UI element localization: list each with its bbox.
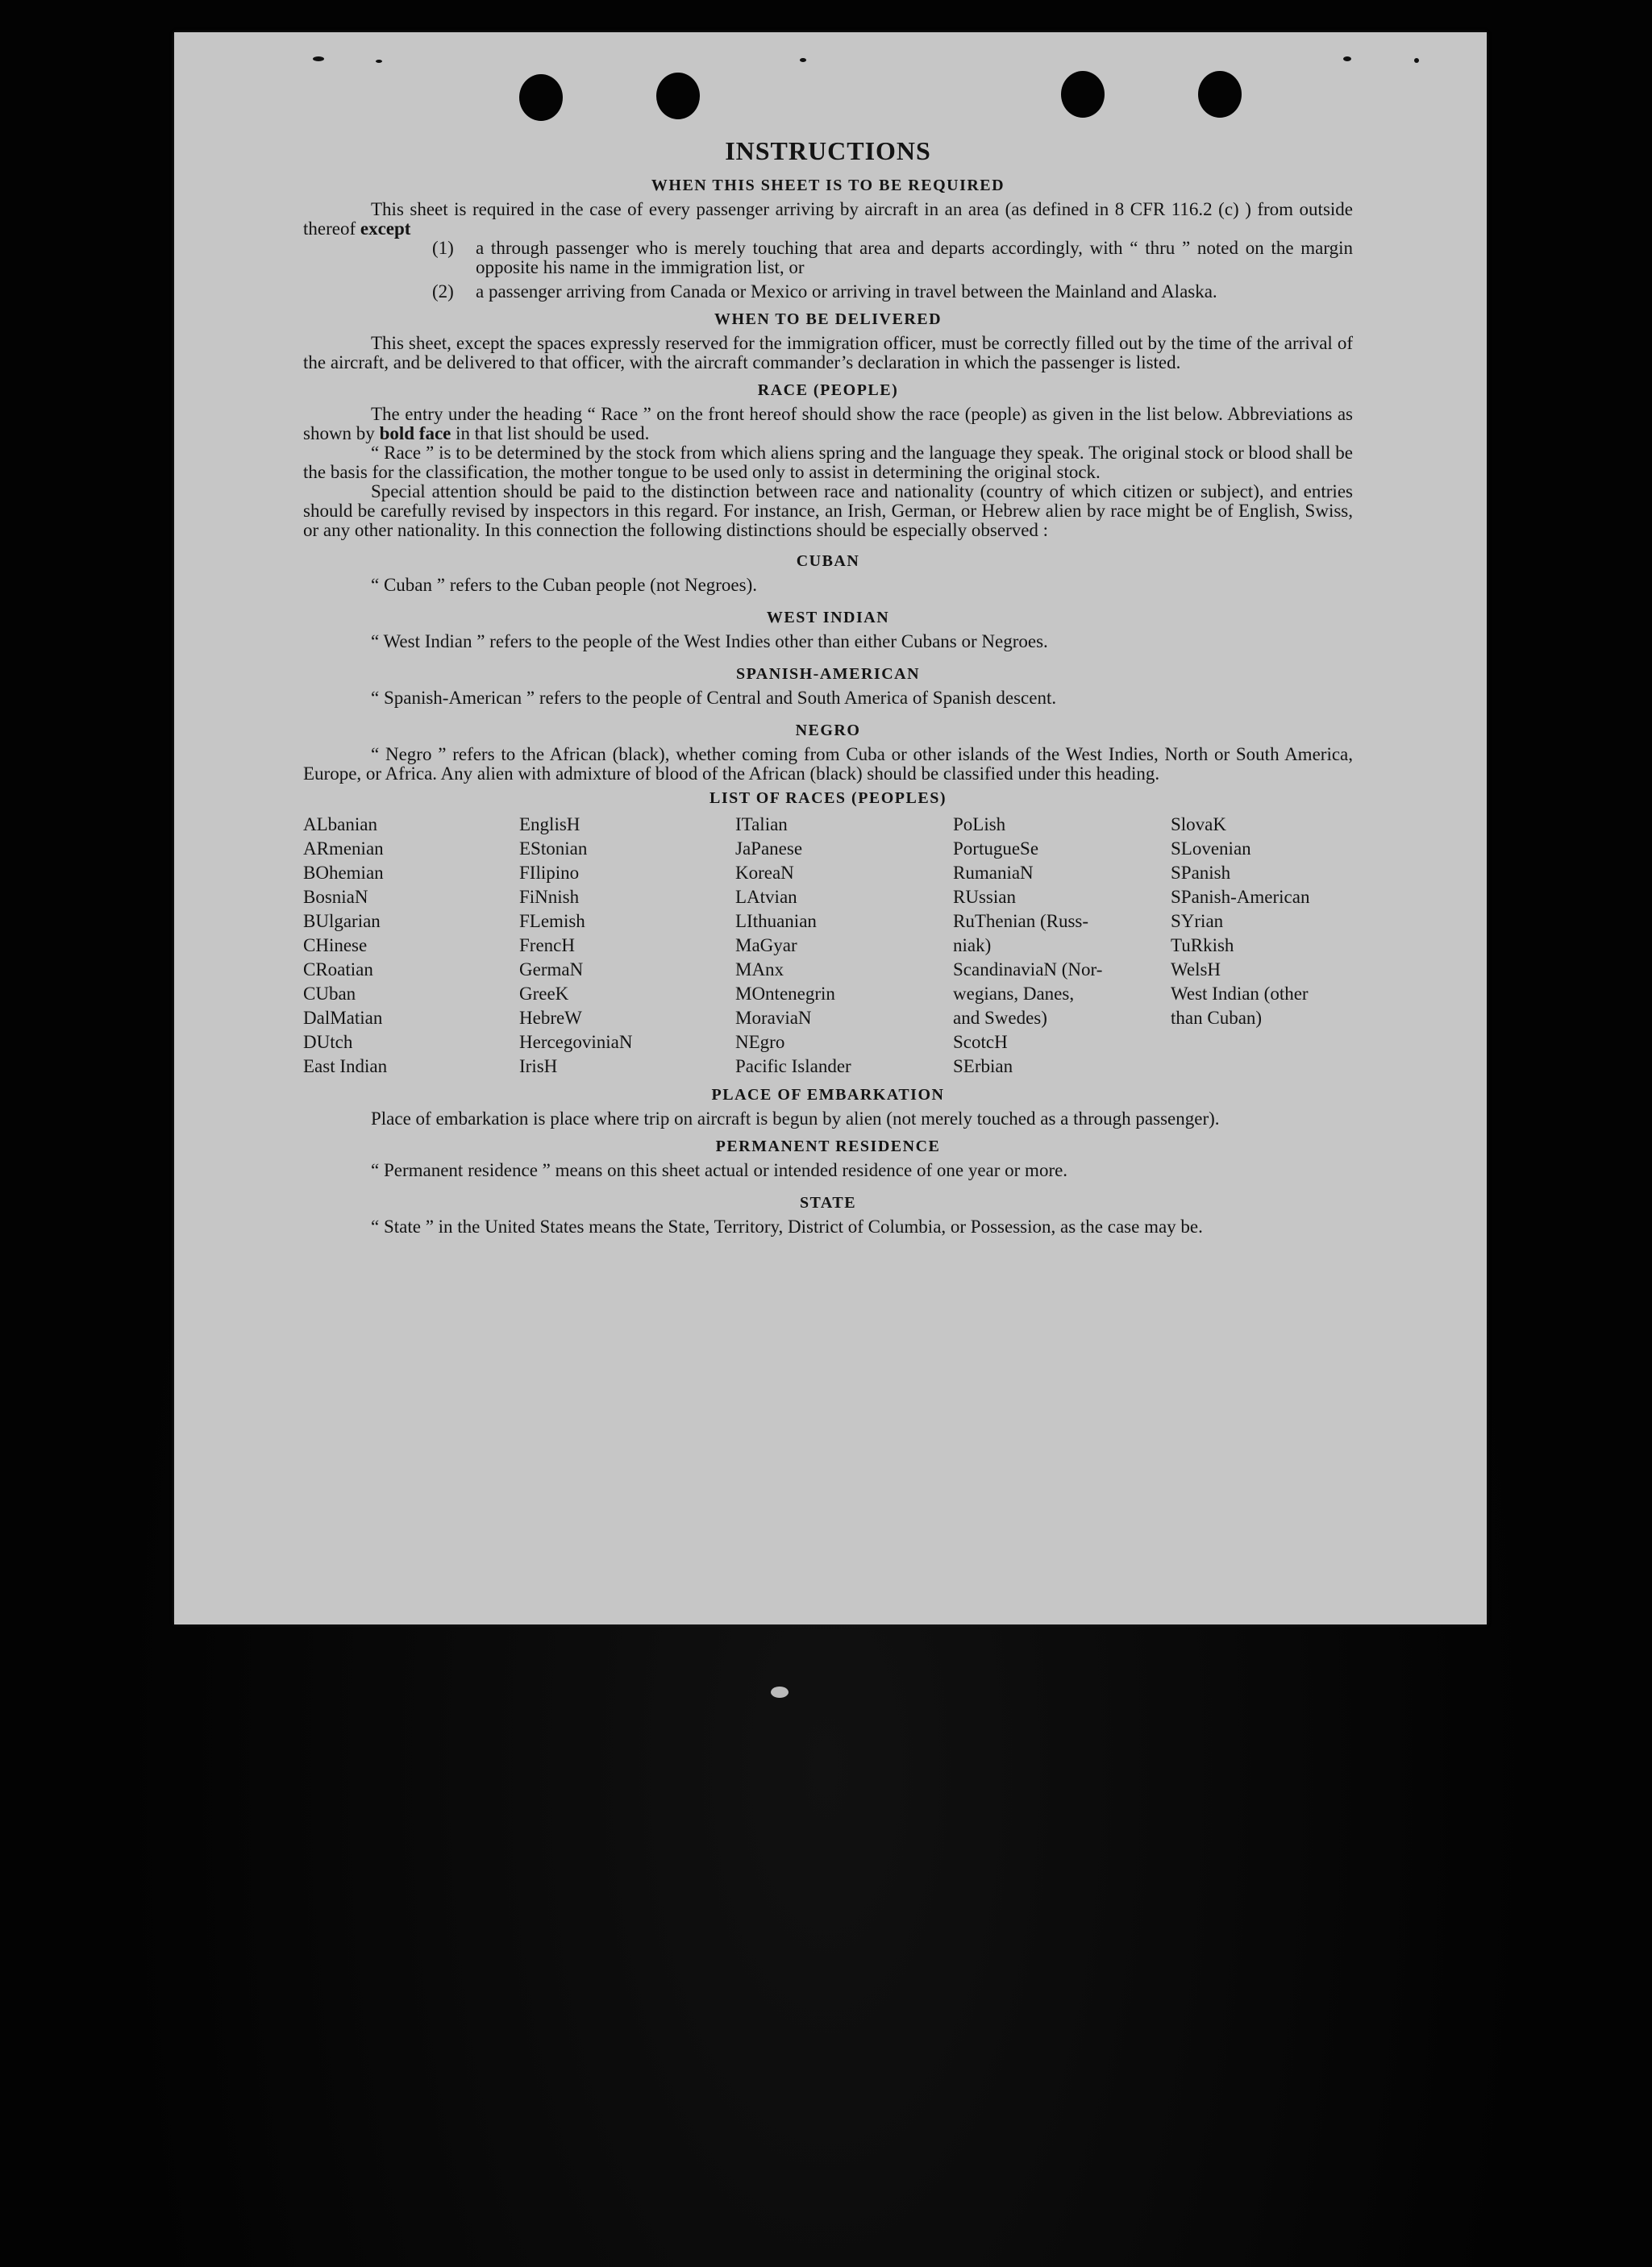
race-entry: MOntenegrin [735, 984, 835, 1004]
when-required-intro: This sheet is required in the case of every passenger arriving by aircraft in an area (as defined in 8 CFR 116.2 (c) ) from outside thereof except [303, 199, 1353, 239]
race-entry: HebreW [519, 1008, 582, 1028]
race-entry: MoraviaN [735, 1008, 812, 1028]
exception-item: (2) a passenger arriving from Canada or Mexico or arriving in travel between the Mainland and Alaska. [432, 281, 1217, 302]
west-indian-text: “ West Indian ” refers to the people of the West Indies other than either Cubans or Negroes. [371, 631, 1048, 651]
race-entry: GermaN [519, 959, 584, 980]
heading-embarkation: PLACE OF EMBARKATION [711, 1086, 945, 1104]
heading-cuban: CUBAN [796, 552, 860, 570]
scan-speck [313, 56, 324, 61]
race-entry: SPanish-American [1171, 887, 1310, 907]
race-paragraph-2: “ Race ” is to be determined by the stock from which aliens spring and the language they speak. The original stock or blood shall be the basis for the classification, the mother tongue to be used only to assist in determining the original stock. [303, 443, 1353, 482]
race-entry: SErbian [953, 1056, 1013, 1076]
instructions-body [303, 137, 1353, 1237]
negro-text: “ Negro ” refers to the African (black), whether coming from Cuba or other islands of the West Indies, North or South America, Europe, or Africa. Any alien with admixture of blood of the African (black) should be classified under this heading. [303, 744, 1353, 784]
heading-race: RACE (PEOPLE) [757, 381, 899, 399]
race-entry: DUtch [303, 1032, 353, 1052]
heading-when-required: WHEN THIS SHEET IS TO BE REQUIRED [651, 177, 1005, 194]
race-entry: ALbanian [303, 814, 377, 834]
punch-hole [656, 73, 700, 119]
race-entry: LAtvian [735, 887, 797, 907]
heading-negro: NEGRO [795, 722, 861, 739]
race-entry: Pacific Islander [735, 1056, 851, 1076]
race-entry: FIlipino [519, 863, 580, 883]
race-entry: MaGyar [735, 935, 797, 955]
page-title: INSTRUCTIONS [725, 136, 931, 165]
cuban-text: “ Cuban ” refers to the Cuban people (not Negroes). [371, 575, 758, 595]
race-entry: EnglisH [519, 814, 580, 834]
race-entry: ScandinaviaN (Nor- wegians, Danes, and Swedes) [953, 959, 1103, 1028]
race-entry: TuRkish [1171, 935, 1234, 955]
race-entry: WelsH [1171, 959, 1221, 980]
race-entry: IrisH [519, 1056, 558, 1076]
races-column [953, 813, 1171, 1079]
race-entry: RuThenian (Russ- niak) [953, 911, 1089, 955]
scan-speck [800, 58, 806, 62]
race-entry: FiNnish [519, 887, 580, 907]
residence-text: “ Permanent residence ” means on this sheet actual or intended residence of one year or more. [371, 1160, 1068, 1180]
race-entry: ScotcH [953, 1032, 1008, 1052]
heading-west-indian: WEST INDIAN [766, 609, 890, 626]
race-entry: West Indian (other than Cuban) [1171, 984, 1309, 1028]
race-paragraph-1: The entry under the heading “ Race ” on the front hereof should show the race (people) as given in the list below. Abbreviations as shown by bold face in that list should be used. [303, 404, 1353, 443]
punch-hole [519, 74, 563, 121]
heading-permanent-residence: PERMANENT RESIDENCE [715, 1138, 941, 1155]
race-entry: CUban [303, 984, 356, 1004]
race-entry: EStonian [519, 838, 588, 859]
race-paragraph-3: Special attention should be paid to the distinction between race and nationality (country of which citizen or subject), and entries should be carefully revised by inspectors in this regard. For instance, an Irish, German, or Hebrew alien by race might be of English, Swiss, or any other nationality. In this connection the following distinctions should be especially observed : [303, 481, 1353, 540]
race-entry: CRoatian [303, 959, 373, 980]
race-entry: DalMatian [303, 1008, 383, 1028]
race-entry: MAnx [735, 959, 784, 980]
race-entry: GreeK [519, 984, 569, 1004]
heading-when-delivered: WHEN TO BE DELIVERED [714, 310, 943, 328]
race-entry: JaPanese [735, 838, 803, 859]
scan-speck [771, 1687, 789, 1698]
punch-hole [1198, 71, 1242, 118]
embarkation-text: Place of embarkation is place where trip on aircraft is begun by alien (not merely touched as a through passenger). [371, 1109, 1220, 1129]
race-entry: ARmenian [303, 838, 384, 859]
punch-hole [1061, 71, 1105, 118]
race-entry: RUssian [953, 887, 1016, 907]
race-entry: SLovenian [1171, 838, 1251, 859]
scan-speck [1343, 56, 1351, 61]
race-entry: SlovaK [1171, 814, 1226, 834]
scan-speck [1414, 58, 1419, 63]
scan-speck [376, 60, 382, 63]
exception-item: (1) a through passenger who is merely touching that area and departs accordingly, with “ thru ” noted on the margin opposite his name in the immigration list, or [432, 238, 1353, 277]
document-page [174, 32, 1487, 1624]
spanish-american-text: “ Spanish-American ” refers to the people of Central and South America of Spanish descent. [371, 688, 1057, 708]
heading-spanish-american: SPANISH-AMERICAN [735, 665, 921, 683]
race-entry: BUlgarian [303, 911, 381, 931]
heading-list-of-races: LIST OF RACES (PEOPLES) [709, 789, 947, 807]
race-entry: CHinese [303, 935, 368, 955]
races-column [735, 813, 953, 1079]
when-delivered-text: This sheet, except the spaces expressly reserved for the immigration officer, must be correctly filled out by the time of the arrival of the aircraft, and be delivered to that officer, with the aircraft commander’s declaration in which the passenger is listed. [303, 333, 1353, 372]
race-entry: LIthuanian [735, 911, 817, 931]
state-text: “ State ” in the United States means the State, Territory, District of Columbia, or Possession, as the case may be. [371, 1217, 1203, 1237]
race-entry: PoLish [953, 814, 1006, 834]
race-entry: BosniaN [303, 887, 368, 907]
races-column [1171, 813, 1353, 1079]
race-entry: SYrian [1171, 911, 1224, 931]
race-entry: FLemish [519, 911, 585, 931]
races-list [303, 813, 1353, 1079]
race-entry: ITalian [735, 814, 788, 834]
race-entry: East Indian [303, 1056, 388, 1076]
race-entry: FrencH [519, 935, 575, 955]
race-entry: NEgro [735, 1032, 785, 1052]
race-entry: BOhemian [303, 863, 384, 883]
races-column [303, 813, 519, 1079]
race-entry: HercegoviniaN [519, 1032, 633, 1052]
race-entry: SPanish [1171, 863, 1231, 883]
race-entry: KoreaN [735, 863, 794, 883]
race-entry: RumaniaN [953, 863, 1034, 883]
heading-state: STATE [799, 1194, 857, 1212]
races-column [519, 813, 735, 1079]
race-entry: PortugueSe [953, 838, 1039, 859]
